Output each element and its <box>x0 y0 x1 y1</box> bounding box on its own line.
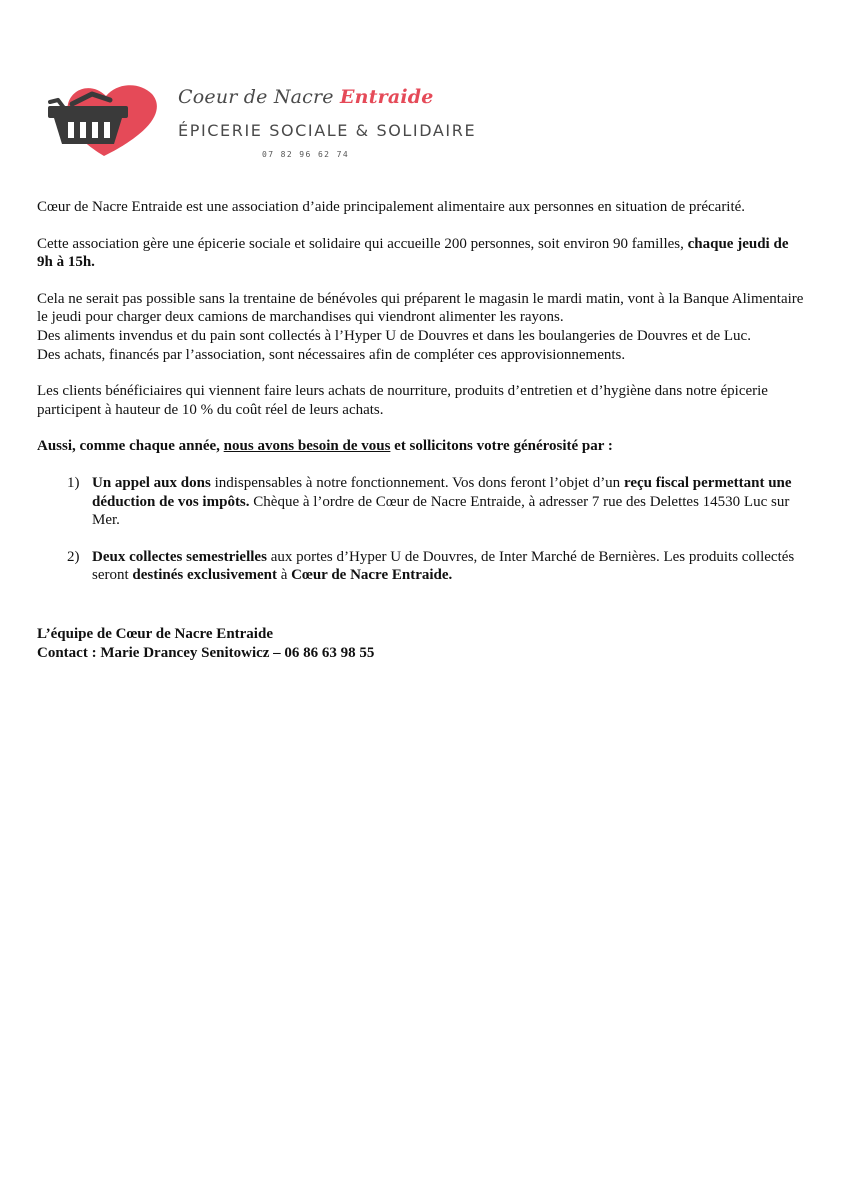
appeal-underline: nous avons besoin de vous <box>223 438 391 455</box>
brand-subtitle: ÉPICERIE SOCIALE & SOLIDAIRE <box>178 121 477 140</box>
collectes-text: aux portes d’Hyper U de Douvres, de Inter Marché de Bernières. Les produits collectés seront <box>92 548 795 584</box>
invendus-text: Des aliments invendus et du pain sont collectés à l’Hyper U de Douvres et dans les boulangeries de Douvres et de Luc. <box>37 327 751 344</box>
benevoles-text: Cela ne serait pas possible sans la trentaine de bénévoles qui préparent le magasin le mardi matin, vont à la Banque Alimentaire le jeudi pour charger deux camions de marchandises qui viendront alimenter les rayons. <box>37 290 804 326</box>
collectes-title: Deux collectes semestrielles <box>92 548 267 565</box>
appeal-start: Aussi, comme chaque année, <box>37 438 224 455</box>
brand-name <box>178 88 434 107</box>
recu-fiscal: reçu fiscal permettant une déduction de vos impôts. <box>92 474 792 510</box>
heart-basket-icon <box>44 80 169 160</box>
achats-text: Des achats, financés par l’association, sont nécessaires afin de compléter ces approvisionnements. <box>37 346 626 363</box>
paragraph-clients: Les clients bénéficiaires qui viennent faire leurs achats de nourriture, produits d’entretien et d’hygiène dans notre épicerie participent à hauteur de 10 % du coût réel de leurs achats. <box>37 383 768 418</box>
opening-hours: chaque jeudi de 9h à 15h. <box>37 235 789 271</box>
paragraph-epicerie-text: Cette association gère une épicerie sociale et solidaire qui accueille 200 personnes, soit environ 90 familles, <box>37 235 688 252</box>
association-name: Cœur de Nacre Entraide. <box>291 567 453 584</box>
paragraph-benevoles <box>37 290 807 364</box>
list-item-collectes <box>37 548 807 585</box>
letter-body <box>37 198 807 663</box>
list-number: 2) <box>67 548 80 565</box>
paragraph-intro: Cœur de Nacre Entraide est une association d’aide principalement alimentaire aux personnes en situation de précarité. <box>37 199 746 215</box>
collectes-a: à <box>277 567 292 584</box>
signature <box>37 625 807 663</box>
dons-title: Un appel aux dons <box>92 474 211 491</box>
brand-phone: 07 82 96 62 74 <box>262 150 350 159</box>
appeal-end: et sollicitons votre générosité par : <box>390 438 613 455</box>
list-number: 1) <box>67 474 80 491</box>
brand-name-part2: Entraide <box>340 86 434 108</box>
signature-contact: Contact : Marie Drancey Senitowicz – 06 86 63 98 55 <box>37 644 375 661</box>
destines-exclusivement: destinés exclusivement <box>132 567 277 584</box>
logo <box>44 80 477 160</box>
cheque-address: Chèque à l’ordre de Cœur de Nacre Entraide, à adresser 7 rue des Delettes 14530 Luc sur Mer. <box>92 493 790 529</box>
brand-name-part1: Coeur de Nacre <box>178 86 340 108</box>
dons-text: indispensables à notre fonctionnement. Vos dons feront l’objet d’un <box>210 474 624 491</box>
list-item-dons <box>37 474 807 530</box>
signature-team: L’équipe de Cœur de Nacre Entraide <box>37 625 273 642</box>
paragraph-epicerie <box>37 235 807 272</box>
paragraph-appeal <box>37 437 807 456</box>
